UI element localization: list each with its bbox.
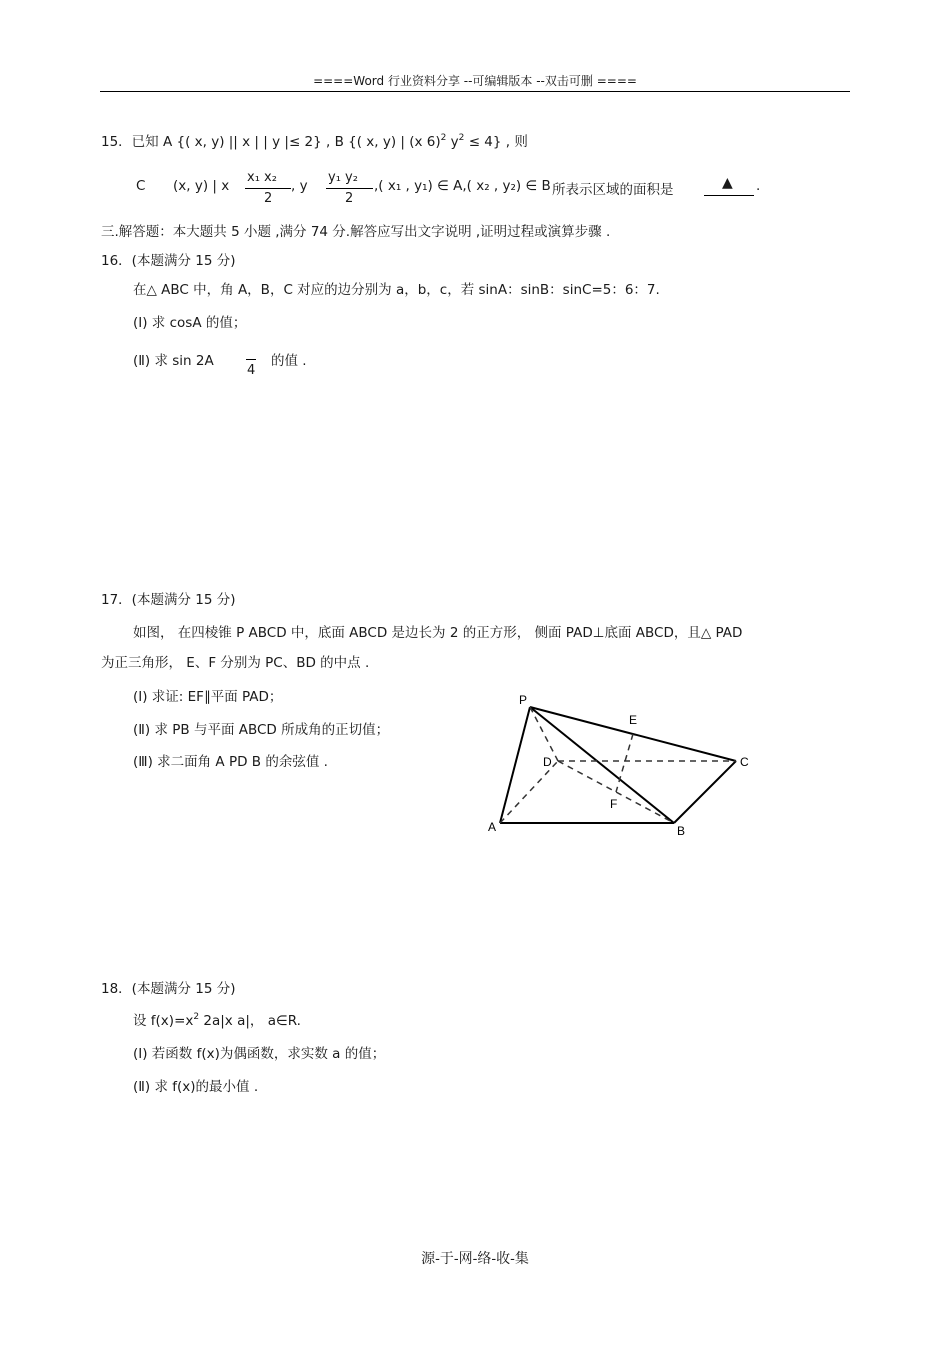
q17-statement-line2: 为正三角形， E、F 分别为 PC、BD 的中点 .	[101, 655, 370, 671]
q16-part2-b: 的值 .	[271, 353, 307, 369]
q15-frac2-line	[326, 188, 373, 189]
label-D: D	[543, 755, 552, 769]
q18-sup: 2	[193, 1012, 200, 1022]
q15-line1	[101, 130, 528, 150]
q15-line1-a: 15．已知 A {( x, y) || x | | y |≤ 2} , B {( x, y) | (x 6)	[101, 134, 441, 150]
q15-frac1-num: x₁ x₂	[247, 170, 277, 185]
label-C: C	[740, 755, 749, 769]
q18-heading: 18．(本题满分 15 分)	[101, 981, 236, 997]
q15-frac2-den: 2	[345, 191, 354, 206]
q15-sup: 2	[440, 133, 447, 143]
answer-blank-line	[704, 195, 754, 196]
q16-part2-a: (Ⅱ) 求 sin 2A	[133, 353, 214, 369]
footer-text: 源-于-网-络-收-集	[421, 1251, 529, 1267]
edge-PB	[530, 707, 674, 823]
q15-set-open: (x, y) | x	[173, 178, 230, 194]
q16-part1: (Ⅰ) 求 cosA 的值；	[133, 315, 247, 331]
q15-line1-c: ≤ 4} , 则	[464, 134, 528, 150]
edge-BC	[674, 761, 736, 823]
label-A: A	[488, 820, 497, 834]
q15-sup2: 2	[458, 133, 465, 143]
q18-statement	[133, 1009, 301, 1029]
segment-EF	[616, 734, 633, 792]
label-E: E	[629, 713, 638, 727]
header-banner: ====Word 行业资料分享 --可编辑版本 --双击可删 ====	[313, 74, 637, 88]
diag-BD	[558, 761, 674, 823]
q15-tail: 所表示区域的面积是	[552, 182, 674, 198]
section-3-instructions: 三.解答题：本大题共 5 小题 ,满分 74 分.解答应写出文字说明 ,证明过程或演算步骤 .	[101, 224, 611, 240]
q15-frac1-den: 2	[264, 191, 273, 206]
edge-PD	[530, 707, 558, 761]
edge-PC	[530, 707, 736, 761]
q16-heading: 16．(本题满分 15 分)	[101, 253, 236, 269]
q16-frac-line	[246, 359, 256, 360]
q15-c-label: C	[136, 178, 146, 194]
label-F: F	[610, 797, 618, 811]
q17-part3: (Ⅲ) 求二面角 A PD B 的余弦值 .	[133, 754, 328, 770]
edge-PA	[500, 707, 530, 823]
q17-heading: 17．(本题满分 15 分)	[101, 592, 236, 608]
label-P: P	[519, 693, 528, 707]
answer-blank-triangle: ▲	[722, 175, 733, 191]
q15-period: .	[756, 178, 761, 194]
q15-condition: ,( x₁ , y₁) ∈ A,( x₂ , y₂) ∈ B	[374, 178, 551, 194]
q15-line1-b: y	[446, 134, 459, 150]
q18-statement-a: 设 f(x)=x	[133, 1013, 194, 1029]
q17-part1: (Ⅰ) 求证: EF∥平面 PAD；	[133, 689, 283, 705]
q16-frac-den: 4	[247, 363, 256, 378]
q17-part2: (Ⅱ) 求 PB 与平面 ABCD 所成角的正切值；	[133, 722, 390, 738]
q16-statement: 在△ ABC 中，角 A，B，C 对应的边分别为 a，b，c，若 sinA：sinB：sinC=5：6：7.	[133, 282, 660, 298]
q17-statement-line1: 如图， 在四棱锥 P ABCD 中，底面 ABCD 是边长为 2 的正方形， 侧面 PAD⊥底面 ABCD，且△ PAD	[133, 625, 743, 641]
header-rule	[100, 91, 850, 92]
edge-AD	[500, 761, 558, 823]
label-B: B	[677, 824, 686, 838]
q18-statement-b: 2a|x a|， a∈R.	[199, 1013, 301, 1029]
q15-comma-y: , y	[291, 178, 308, 194]
q18-part1: (Ⅰ) 若函数 f(x)为偶函数，求实数 a 的值；	[133, 1046, 386, 1062]
q15-frac2-num: y₁ y₂	[328, 170, 358, 185]
q18-part2: (Ⅱ) 求 f(x)的最小值 .	[133, 1079, 259, 1095]
q15-frac1-line	[245, 188, 291, 189]
